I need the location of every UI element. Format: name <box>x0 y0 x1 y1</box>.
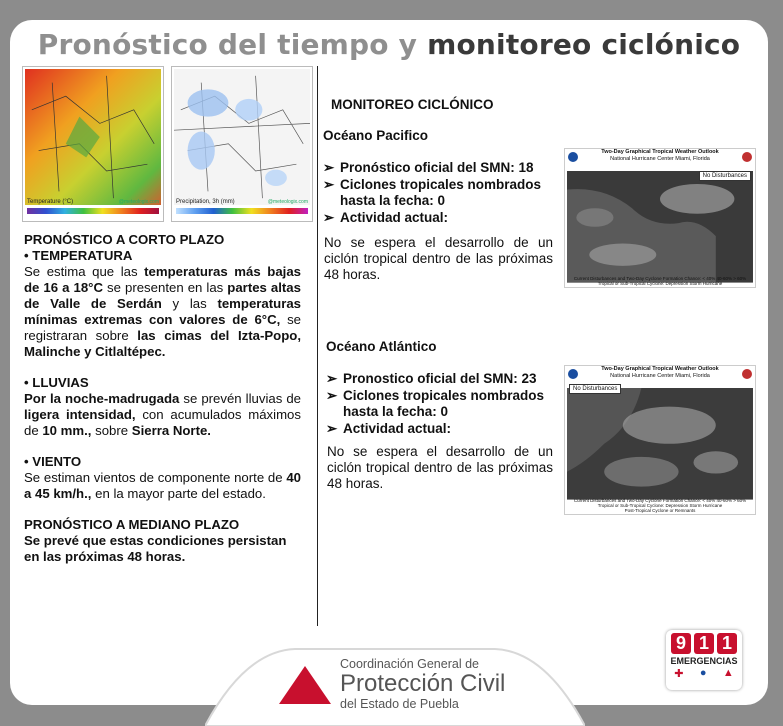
temperature-paragraph <box>24 264 301 360</box>
text-segment: 10 mm., <box>42 423 92 438</box>
text-segment: con acumulados máximos de <box>24 407 301 438</box>
atlantic-text: No se espera el desarrollo de un ciclón tropical dentro de las próximas 48 horas. <box>327 444 553 491</box>
text-segment: sobre <box>91 423 132 438</box>
text-segment: Se estiman vientos de componente norte de <box>24 470 287 485</box>
emergency-icons <box>666 667 742 680</box>
pacific-bullets <box>323 160 548 226</box>
pacific-no-disturbances: No Disturbances <box>699 171 751 181</box>
pacific-activity: Actividad actual: <box>340 209 449 225</box>
text-segment: se prevén lluvias de <box>179 391 301 406</box>
emergencias-label: EMERGENCIAS <box>670 656 738 666</box>
atlantic-no-disturbances: No Disturbances <box>569 384 621 394</box>
rain-paragraph <box>24 391 301 439</box>
medical-cross-icon: ✚ <box>674 668 684 680</box>
temperature-map <box>22 66 164 222</box>
footer-line2: Protección Civil <box>340 670 506 697</box>
text-segment: Sierra Norte. <box>131 423 211 438</box>
fire-icon: ▲ <box>722 667 734 679</box>
pacific-outlook-image <box>564 148 756 288</box>
pacific-named: Ciclones tropicales nombrados hasta la fecha: 0 <box>340 176 542 208</box>
nws-logo-icon <box>742 369 752 379</box>
nws-logo-icon <box>742 152 752 162</box>
atlantic-caption: Current Disturbances and Two-Day Cyclone Formation Chance: < 40% 40-60% > 60% Tropical or Sub-Tropical Cyclone: Depression Storm Hurricane Post-Tropical Cyclone or Remnants <box>573 498 747 513</box>
digit: 9 <box>671 633 691 654</box>
atlantic-activity: Actividad actual: <box>343 420 452 436</box>
short-term-title: PRONÓSTICO A CORTO PLAZO <box>24 232 225 247</box>
text-segment: se registraran sobre <box>24 312 301 343</box>
text-segment: se presenten en las <box>102 280 228 295</box>
pacific-outlook-header: Two-Day Graphical Tropical Weather Outlook National Hurricane Center Miami, Florida <box>601 149 719 162</box>
temperature-brand: @meteologix.com <box>118 199 159 205</box>
arrow-icon: ➢ <box>323 176 335 192</box>
text-segment: partes altas de Valle de Serdán <box>24 280 301 311</box>
arrow-icon: ➢ <box>323 209 335 225</box>
atlantic-satellite-view <box>567 388 753 500</box>
arrow-icon: ➢ <box>326 371 338 386</box>
text-segment: 40 a 45 km/h., <box>24 470 301 501</box>
pacific-text: No se espera el desarrollo de un ciclón tropical dentro de las próximas 48 horas. <box>324 235 553 282</box>
precipitation-map <box>171 66 313 222</box>
vertical-divider <box>317 66 318 626</box>
pacific-title: Océano Pacifico <box>323 128 429 143</box>
short-term-forecast <box>24 232 301 565</box>
atlantic-outlook-image <box>564 365 756 515</box>
footer-line1: Coordinación General de <box>340 657 479 671</box>
text-segment: temperaturas más bajas de 16 a 18°C <box>24 264 301 295</box>
atlantic-named: Ciclones tropicales nombrados hasta la fecha: 0 <box>343 387 545 419</box>
arrow-icon: ➢ <box>323 160 335 175</box>
cyclone-monitoring-title: MONITOREO CICLÓNICO <box>331 97 494 112</box>
text-segment: y las <box>161 296 218 311</box>
precipitation-brand: @meteologix.com <box>267 199 308 205</box>
arrow-icon: ➢ <box>326 420 338 436</box>
noaa-logo-icon <box>568 369 578 379</box>
digit: 1 <box>694 633 714 654</box>
temperature-colorbar <box>27 208 159 214</box>
text-segment: en la mayor parte del estado. <box>91 486 266 501</box>
atlantic-title: Océano Atlántico <box>326 339 437 354</box>
pacific-satellite-view <box>567 171 753 283</box>
footer-line3: del Estado de Puebla <box>340 697 459 711</box>
text-segment: ligera intensidad, <box>24 407 136 422</box>
precipitation-map-image <box>174 69 310 205</box>
text-segment: Por la noche-madrugada <box>24 391 180 406</box>
precipitation-legend: Precipitation, 3h (mm) <box>176 199 235 205</box>
atlantic-bullets <box>326 371 551 437</box>
footer-text <box>340 657 505 711</box>
rain-title: • LLUVIAS <box>24 375 89 390</box>
noaa-logo-icon <box>568 152 578 162</box>
pacific-caption: Current Disturbances and Two-Day Cyclone Formation Chance: < 40% 40-60% > 60% Tropical or Sub-Tropical Cyclone: Depression Storm Hurricane <box>573 276 747 286</box>
wind-paragraph <box>24 470 301 502</box>
emergency-911-logo <box>666 630 742 690</box>
mid-term-title: PRONÓSTICO A MEDIANO PLAZO <box>24 517 240 532</box>
arrow-icon: ➢ <box>326 387 338 403</box>
mid-term-text: Se prevé que estas condiciones persistan en las próximas 48 horas. <box>24 533 287 564</box>
precipitation-colorbar <box>176 208 308 214</box>
text-segment: las cimas del Izta-Popo, Malinche y Citlaltépec. <box>24 328 301 359</box>
temperature-title: • TEMPERATURA <box>24 248 133 263</box>
text-segment: temperaturas mínimas extremas con valores de 6°C, <box>24 296 301 327</box>
wind-title: • VIENTO <box>24 454 82 469</box>
police-icon: ● <box>699 667 707 679</box>
text-segment: Se estima que las <box>24 264 145 279</box>
temperature-legend: Temperature (°C) <box>27 199 74 205</box>
temperature-map-image <box>25 69 161 205</box>
digit: 1 <box>717 633 737 654</box>
atlantic-forecast: Pronostico oficial del SMN: 23 <box>343 371 537 386</box>
page-title: Pronóstico del tiempo y monitoreo ciclónico <box>37 28 741 61</box>
pacific-forecast: Pronóstico oficial del SMN: 18 <box>340 160 534 175</box>
atlantic-outlook-header: Two-Day Graphical Tropical Weather Outlook National Hurricane Center Miami, Florida <box>601 366 719 379</box>
